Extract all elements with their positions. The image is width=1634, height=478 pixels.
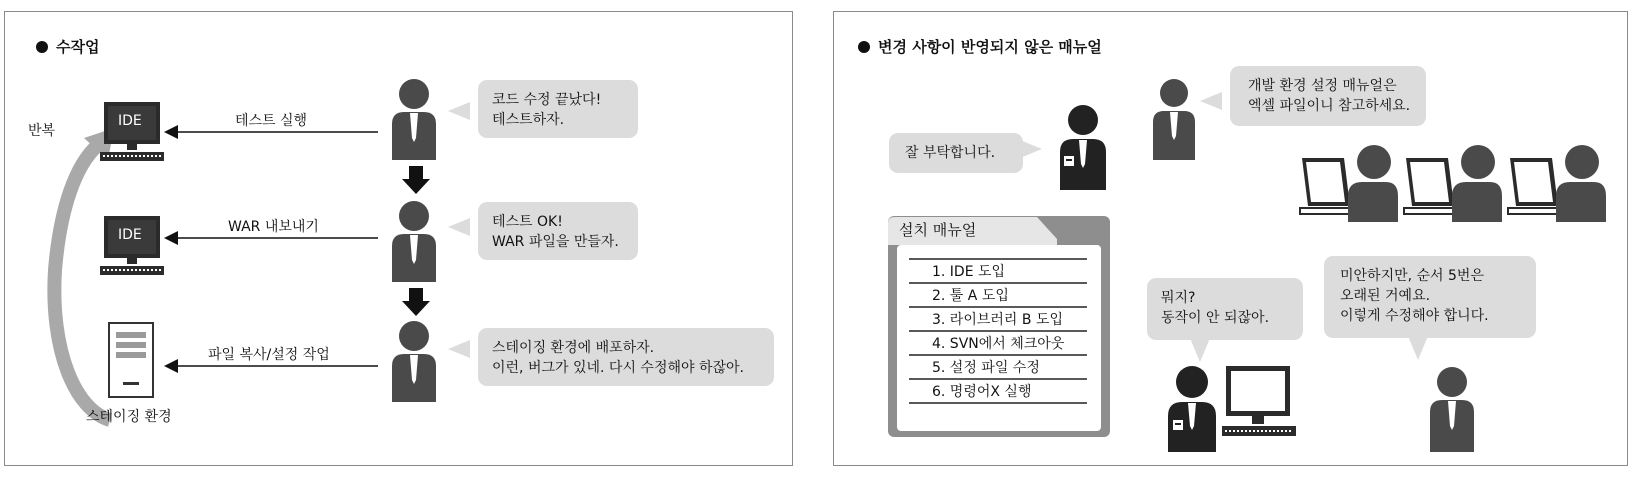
manual-item: 3. 라이브러리 B 도입 [932, 312, 1063, 328]
person-icon [1428, 366, 1476, 452]
ide-label: IDE [118, 113, 142, 129]
bullet-icon [858, 41, 870, 53]
down-arrow-icon [402, 166, 430, 196]
employee-at-computer-icon [1168, 364, 1296, 452]
speech-bubble: 테스트 OK! WAR 파일을 만들자. [478, 202, 638, 260]
bubble-tail [448, 102, 470, 120]
person-icon [390, 78, 438, 160]
bubble-tail [448, 340, 470, 358]
speech-bubble: 코드 수정 끝났다! 테스트하자. [478, 80, 638, 138]
arrow-label: 파일 복사/설정 작업 [208, 347, 330, 363]
manual-item: 6. 명령어X 실행 [932, 384, 1032, 400]
new-employee-icon [1058, 104, 1108, 190]
team-workers-group [1300, 144, 1610, 226]
bubble-tail [448, 218, 470, 236]
person-icon [1152, 78, 1196, 160]
bubble-tail [1408, 336, 1428, 360]
repeat-arrow-icon [20, 120, 120, 440]
arrow-label: 테스트 실행 [235, 113, 308, 129]
speech-bubble: 개발 환경 설정 매뉴얼은 엑셀 파일이니 참고하세요. [1230, 66, 1426, 126]
manual-item: 1. IDE 도입 [932, 264, 1006, 280]
manual-item: 5. 설정 파일 수정 [932, 360, 1040, 376]
down-arrow-icon [402, 288, 430, 318]
install-manual-card [887, 215, 1112, 439]
right-panel-title: 변경 사항이 반영되지 않은 매뉴얼 [858, 36, 1102, 57]
arrow-label: WAR 내보내기 [228, 219, 319, 235]
ide-computer-icon [100, 214, 164, 280]
flow-arrows [160, 120, 380, 380]
left-panel-title: 수작업 [36, 36, 99, 57]
bullet-icon [36, 41, 48, 53]
manual-item: 2. 툴 A 도입 [932, 288, 1009, 304]
bubble-tail [1020, 140, 1042, 158]
ide-computer-icon [100, 100, 164, 166]
speech-bubble: 뭐지? 동작이 안 되잖아. [1147, 278, 1303, 340]
speech-bubble: 미안하지만, 순서 5번은 오래된 거예요. 이렇게 수정해야 합니다. [1324, 256, 1536, 338]
ide-label: IDE [118, 227, 142, 243]
person-icon [390, 200, 438, 282]
bubble-tail [1190, 338, 1210, 362]
repeat-label: 반복 [28, 123, 56, 139]
bubble-tail [1200, 92, 1222, 110]
manual-item: 4. SVN에서 체크아웃 [932, 336, 1065, 352]
server-icon [108, 322, 154, 398]
speech-bubble: 스테이징 환경에 배포하자. 이런, 버그가 있네. 다시 수정해야 하잖아. [478, 328, 774, 386]
person-icon [390, 320, 438, 402]
manual-title: 설치 매뉴얼 [899, 221, 977, 239]
staging-label: 스테이징 환경 [86, 409, 172, 425]
speech-bubble: 잘 부탁합니다. [889, 133, 1023, 173]
